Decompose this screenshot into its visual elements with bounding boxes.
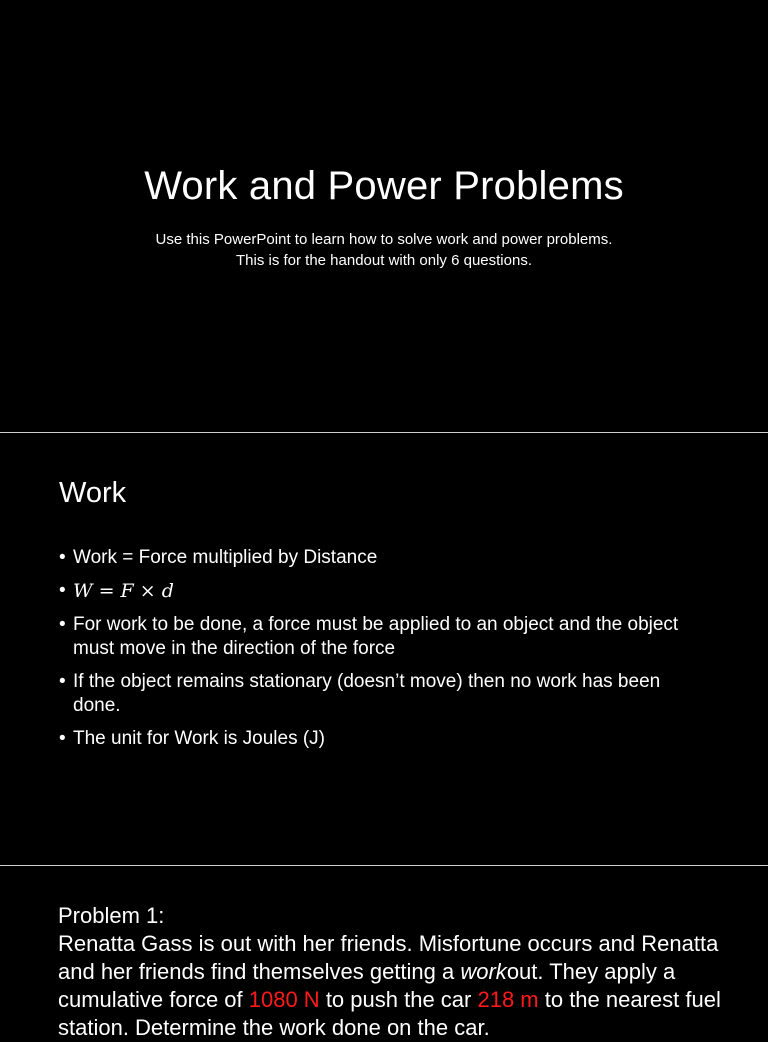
problem-emphasis: work xyxy=(460,959,507,984)
bullet-text: Work = Force multiplied by Distance xyxy=(73,547,378,568)
bullet-icon: • xyxy=(59,580,66,601)
bullet-icon: • xyxy=(59,547,66,568)
bullet-icon: • xyxy=(59,671,66,692)
bullet-icon: • xyxy=(59,728,66,749)
work-slide xyxy=(0,433,768,865)
presentation-title: Work and Power Problems xyxy=(144,164,624,208)
problem-slide xyxy=(0,866,768,1040)
title-slide xyxy=(0,0,768,432)
bullet-text: For work to be done, a force must be applied to an object and the object must move in the direction of the force xyxy=(73,614,679,659)
work-formula: W = F × d xyxy=(73,580,174,602)
distance-value: 218 m xyxy=(477,987,539,1012)
problem-text-part: to push the car xyxy=(319,987,478,1012)
subtitle-line: This is for the handout with only 6 questions. xyxy=(235,252,532,269)
bullet-icon: • xyxy=(59,614,66,635)
problem-text-part: Renatta Gass is out with her friends. Misfortune occurs and Renatta and her friends find themselves getting a xyxy=(58,931,719,984)
subtitle-line: Use this PowerPoint to learn how to solve work and power problems. xyxy=(155,231,613,248)
slide-heading: Work xyxy=(59,477,127,509)
bullet-item xyxy=(59,613,709,661)
problem-text xyxy=(58,930,738,1042)
problem-text-part: out. They apply a cumulative force of xyxy=(58,959,676,1012)
force-value: 1080 N xyxy=(248,987,320,1012)
problem-block xyxy=(58,902,738,1042)
presentation-subtitle xyxy=(0,229,768,271)
bullet-item xyxy=(59,670,709,718)
bullet-item xyxy=(59,579,709,604)
bullet-list xyxy=(59,546,709,760)
bullet-text: If the object remains stationary (doesn’t move) then no work has been done. xyxy=(73,671,661,716)
problem-text-part: to the nearest fuel station. Determine the work done on the car. xyxy=(58,987,721,1040)
bullet-item xyxy=(59,546,709,570)
problem-label: Problem 1: xyxy=(58,903,165,928)
bullet-text: The unit for Work is Joules (J) xyxy=(73,728,326,749)
bullet-item xyxy=(59,727,709,751)
